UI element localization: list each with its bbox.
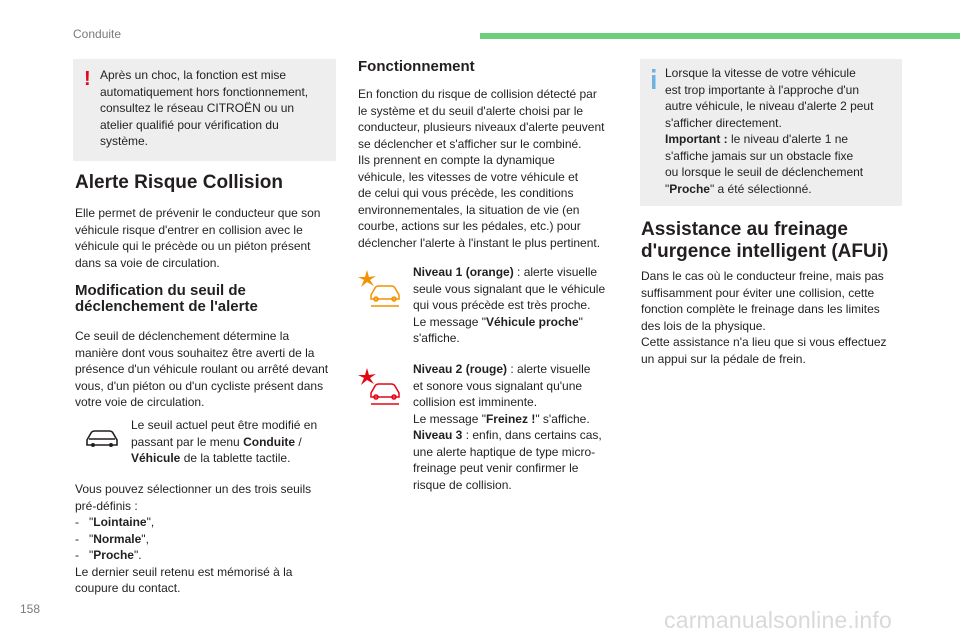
text-line: véhicule risque d'entrer en collision avec le bbox=[75, 222, 303, 237]
text-line: collision est imminente. bbox=[413, 395, 538, 409]
text-line bbox=[413, 314, 605, 331]
info-line: est trop importante à l'approche d'un bbox=[665, 82, 860, 97]
text-span: " bbox=[578, 314, 583, 329]
level-label: Niveau 1 (orange) bbox=[413, 265, 514, 279]
text-span: de la tablette tactile. bbox=[180, 451, 291, 465]
text-line: courbe, actions sur les pédales, etc.) pour bbox=[358, 219, 581, 233]
info-line bbox=[665, 131, 873, 148]
watermark: carmanualsonline.info bbox=[664, 607, 892, 633]
threshold-name: Proche bbox=[669, 181, 710, 196]
info-line bbox=[665, 181, 873, 198]
alerte-intro bbox=[75, 205, 320, 271]
text-line: Ce seuil de déclenchement détermine la bbox=[75, 329, 290, 343]
warning-line: automatiquement hors fonctionnement, bbox=[100, 84, 309, 99]
text-line: Ils prennent en compte la dynamique bbox=[358, 153, 555, 167]
choice-item: - "Lointaine", bbox=[75, 515, 155, 529]
text-span: Le message " bbox=[413, 411, 486, 426]
choice-value: Normale bbox=[93, 531, 142, 546]
message-text: Freinez ! bbox=[485, 411, 536, 426]
menu-name: Conduite bbox=[243, 434, 296, 449]
page-number: 158 bbox=[20, 602, 41, 616]
text-span: " s'affiche. bbox=[535, 411, 590, 426]
text-line: seule vous signalant que le véhicule bbox=[413, 281, 606, 296]
choice-item: - "Proche". bbox=[75, 548, 142, 562]
fonctionnement-text bbox=[358, 86, 604, 251]
warning-line: Après un choc, la fonction est mise bbox=[100, 68, 287, 82]
text-line: Cette assistance n'a lieu que si vous effectuez bbox=[641, 335, 887, 349]
seuil-subtitle bbox=[75, 283, 258, 315]
section-color-bar bbox=[480, 33, 960, 39]
info-line: s'afficher directement. bbox=[665, 115, 782, 130]
text-line: coupure du contact. bbox=[75, 581, 181, 595]
text-line: de celui qui vous précède, les conditions bbox=[358, 186, 574, 200]
afu-text bbox=[641, 268, 887, 367]
text-line: s'affiche. bbox=[413, 331, 460, 345]
important-label: Important : bbox=[665, 132, 728, 146]
text-span: : alerte visuelle bbox=[513, 265, 598, 279]
punct: . bbox=[138, 548, 142, 562]
text-line: En fonction du risque de collision détecté par bbox=[358, 87, 597, 101]
choice-item: - "Normale", bbox=[75, 531, 149, 546]
warning-box bbox=[73, 59, 336, 161]
title-line: Assistance au freinage bbox=[641, 219, 848, 240]
text-line: pré-définis : bbox=[75, 498, 138, 513]
message-text: Véhicule proche bbox=[485, 314, 579, 329]
text-line: votre voie de circulation. bbox=[75, 395, 205, 409]
text-line: déclencher l'alerte à l'instant le plus pertinent. bbox=[358, 235, 601, 250]
fonctionnement-title: Fonctionnement bbox=[358, 58, 475, 75]
text-line: Vous pouvez sélectionner un des trois seuils bbox=[75, 482, 312, 496]
text-line bbox=[131, 434, 317, 451]
info-i-icon bbox=[650, 69, 658, 89]
level-label: Niveau 2 (rouge) bbox=[413, 362, 508, 376]
text-line: le système et du seuil d'alerte choisi par le bbox=[358, 103, 584, 118]
text-line: des lois de la physique. bbox=[641, 318, 766, 333]
text-span: Le message " bbox=[413, 314, 486, 329]
text-line: conducteur, plusieurs niveaux d'alerte peuvent bbox=[358, 120, 605, 134]
warning-line: atelier qualifié pour vérification du bbox=[100, 117, 279, 132]
punct: , bbox=[145, 531, 149, 546]
text-span: / bbox=[295, 434, 302, 449]
alerte-title: Alerte Risque Collision bbox=[75, 172, 283, 193]
text-line: présence d'un véhicule roulant ou arrêté devant bbox=[75, 362, 329, 376]
info-line: ou lorsque le seuil de déclenchement bbox=[665, 165, 864, 179]
choices-text bbox=[75, 481, 311, 597]
info-line: autre véhicule, le niveau d'alerte 2 peut bbox=[665, 99, 874, 113]
text-span: " a été sélectionné. bbox=[709, 181, 812, 196]
collision-alert-orange-icon bbox=[357, 268, 401, 308]
text-line: manière dont vous souhaitez être averti de la bbox=[75, 345, 315, 360]
text-span: le niveau d'alerte 1 ne bbox=[727, 132, 849, 146]
text-line: qui vous précède est très proche. bbox=[413, 298, 591, 312]
warning-line: système. bbox=[100, 134, 149, 148]
text-line: véhicule, les vitesses de votre véhicule et bbox=[358, 169, 579, 184]
subtitle-line: Modification du seuil de bbox=[75, 282, 246, 299]
text-line: vous, d'un piéton ou d'un cycliste présent dans bbox=[75, 378, 324, 393]
text-line: dans sa voie de circulation. bbox=[75, 255, 220, 270]
info-line: s'affiche jamais sur un obstacle fixe bbox=[665, 148, 854, 163]
choice-value: Proche bbox=[93, 548, 134, 562]
text-line: un appui sur la pédale de frein. bbox=[641, 351, 806, 366]
text-span: : alerte visuelle bbox=[507, 362, 591, 376]
punct: , bbox=[150, 515, 155, 529]
seuil-text bbox=[75, 328, 328, 411]
text-line: Elle permet de prévenir le conducteur que son bbox=[75, 206, 321, 220]
level1-text bbox=[413, 264, 605, 347]
info-line: Lorsque la vitesse de votre véhicule bbox=[665, 66, 856, 80]
text-span: passant par le menu bbox=[131, 434, 244, 449]
info-box bbox=[640, 59, 902, 206]
text-line: environnementales, la situation de vie (en bbox=[358, 202, 580, 217]
text-line: risque de collision. bbox=[413, 477, 512, 492]
text-line bbox=[413, 411, 602, 428]
section-header: Conduite bbox=[73, 27, 122, 41]
tablet-note bbox=[131, 417, 317, 467]
choice-value: Lointaine bbox=[93, 515, 147, 529]
text-line bbox=[413, 264, 605, 281]
text-line: suffisamment pour éviter une collision, cette bbox=[641, 285, 875, 300]
text-line: et sonore vous signalant qu'une bbox=[413, 378, 583, 393]
menu-name: Véhicule bbox=[131, 451, 181, 465]
text-span: : enfin, dans certains cas, bbox=[462, 428, 602, 442]
text-line bbox=[413, 427, 602, 444]
text-line: Le seuil actuel peut être modifié en bbox=[131, 418, 318, 432]
afu-title bbox=[641, 219, 888, 263]
text-span: " bbox=[665, 181, 670, 196]
level2-text bbox=[413, 361, 602, 493]
car-settings-icon bbox=[84, 425, 120, 449]
exclamation-warning-icon: ! bbox=[84, 68, 91, 90]
subtitle-line: déclenchement de l'alerte bbox=[75, 298, 258, 315]
text-line: une alerte haptique de type micro- bbox=[413, 444, 596, 459]
level-label: Niveau 3 bbox=[413, 428, 463, 442]
text-line: se déclencher et s'afficher sur le combiné. bbox=[358, 136, 582, 151]
text-line: freinage peut venir confirmer le bbox=[413, 461, 579, 475]
text-line bbox=[131, 450, 317, 467]
text-line: Dans le cas où le conducteur freine, mais pas bbox=[641, 269, 884, 283]
text-line: fonction complète le freinage dans les limites bbox=[641, 302, 880, 316]
collision-alert-red-icon bbox=[357, 366, 401, 406]
title-line: d'urgence intelligent (AFUi) bbox=[641, 241, 889, 262]
text-line: Le dernier seuil retenu est mémorisé à la bbox=[75, 564, 293, 579]
warning-line: consultez le réseau CITROËN ou un bbox=[100, 101, 295, 115]
text-line bbox=[413, 361, 602, 378]
text-line: véhicule qui le précède ou un piéton présent bbox=[75, 239, 311, 253]
